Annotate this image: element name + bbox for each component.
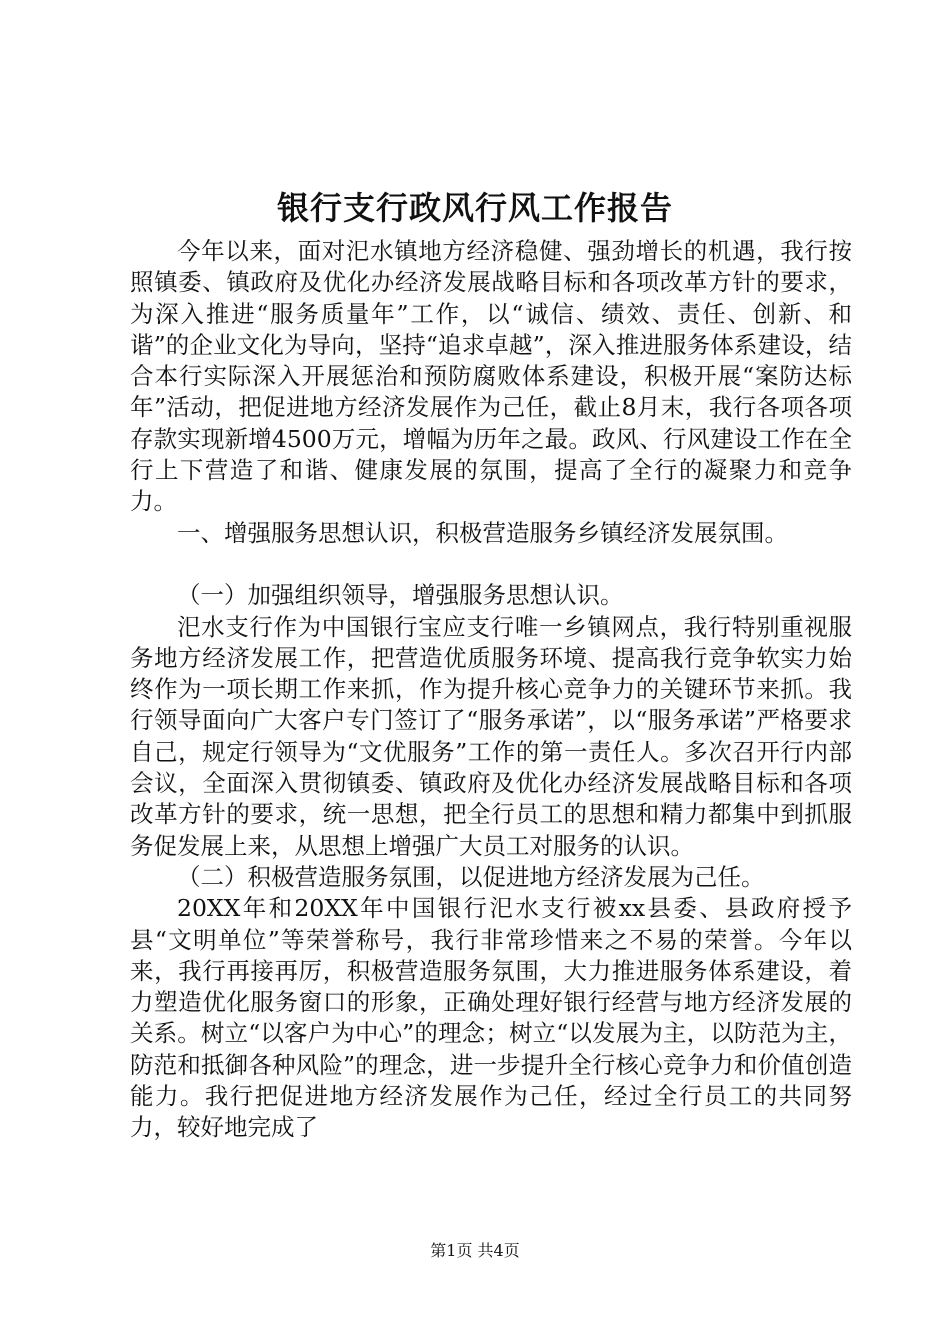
paragraph-intro: 今年以来，面对汜水镇地方经济稳健、强劲增长的机遇，我行按照镇委、镇政府及优化办经济发展战略目标和各项改革方针的要求，为深入推进“服务质量年”工作，以“诚信、绩效、责任、创新、和谐”的企业文化为导向，坚持“追求卓越”，深入推进服务体系建设，结合本行实际深入开展惩治和预防腐败体系建设，积极开展“案防达标年”活动，把促进地方经济发展作为己任，截止8月末，我行各项各项存款实现新增4500万元，增幅为历年之最。政风、行风建设工作在全行上下营造了和谐、健康发展的氛围，提高了全行的凝聚力和竞争力。: [130, 237, 852, 516]
document-title: 银行支行政风行风工作报告: [276, 189, 673, 227]
page-number: 第1页 共4页: [430, 1241, 520, 1260]
paragraph-subsection-2: 20XX年和20XX年中国银行汜水支行被xx县委、县政府授予县“文明单位”等荣誉称号，我行非常珍惜来之不易的荣誉。今年以来，我行再接再厉，积极营造服务氛围，大力推进服务体系建设，着力塑造优化服务窗口的形象，正确处理好银行经营与地方经济发展的关系。树立“以客户为中心”的理念；树立“以发展为主，以防范为主，防范和抵御各种风险”的理念，进一步提升全行核心竞争力和价值创造能力。我行把促进地方经济发展作为己任，经过全行员工的共同努力，较好地完成了: [130, 894, 852, 1142]
blank-line: [130, 549, 852, 580]
paragraph-subsection-1: 汜水支行作为中国银行宝应支行唯一乡镇网点，我行特别重视服务地方经济发展工作，把营造优质服务环境、提高我行竞争软实力始终作为一项长期工作来抓，作为提升核心竞争力的关键环节来抓。我行领导面向广大客户专门签订了“服务承诺”，以“服务承诺”严格要求自己，规定行领导为“文优服务”工作的第一责任人。多次召开行内部会议，全面深入贯彻镇委、镇政府及优化办经济发展战略目标和各项改革方针的要求，统一思想，把全行员工的思想和精力都集中到抓服务促发展上来，从思想上增强广大员工对服务的认识。: [130, 612, 852, 860]
subsection-heading-2: （二）积极营造服务氛围，以促进地方经济发展为己任。: [177, 862, 765, 891]
subsection-heading-1: （一）加强组织领导，增强服务思想认识。: [177, 581, 624, 610]
section-heading-1: 一、增强服务思想认识，积极营造服务乡镇经济发展氛围。: [177, 518, 788, 547]
document-body: [130, 236, 852, 1144]
